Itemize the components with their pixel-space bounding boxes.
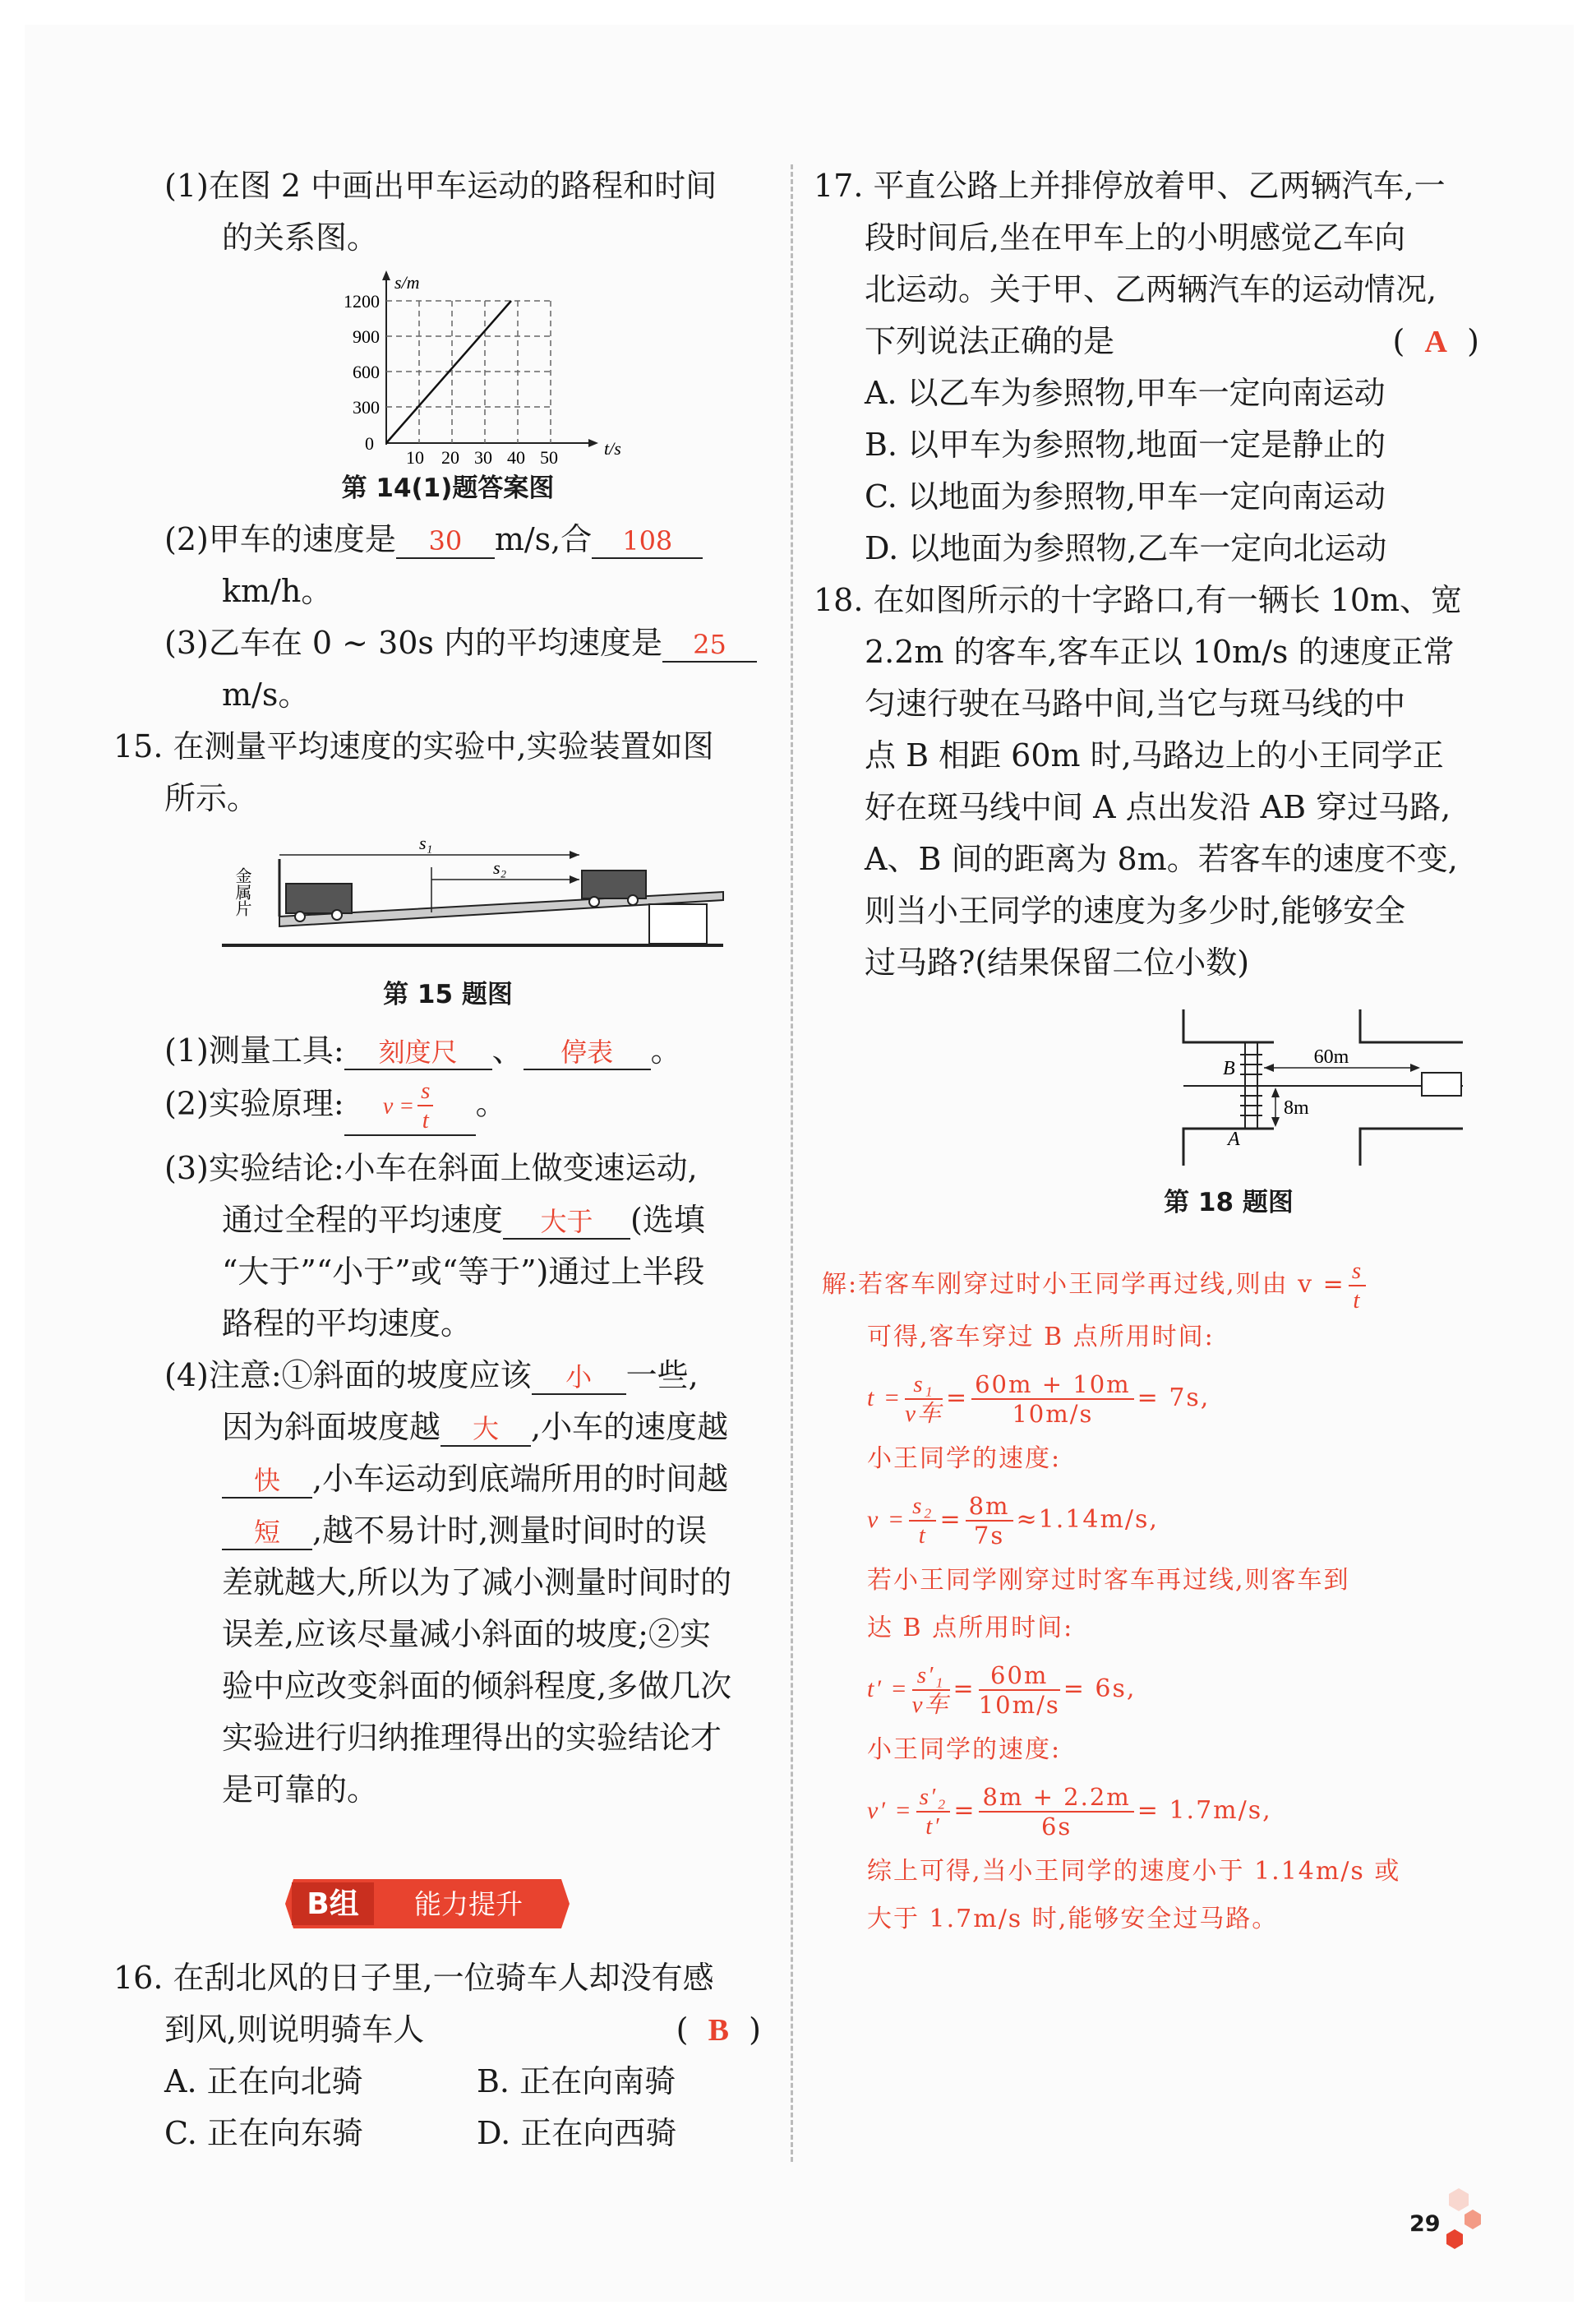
q15-2-prefix: (2)实验原理:	[164, 1085, 344, 1122]
y-axis-arrow	[382, 270, 390, 280]
q16-option-b: B. 正在向南骑	[477, 2063, 676, 2099]
e4-f2-den: 6s	[1040, 1813, 1072, 1840]
e2-f1-num: s₂	[909, 1492, 936, 1522]
xtick-20: 20	[441, 447, 459, 468]
q17-text-b: 段时间后,坐在甲车上的小明感觉乙车向	[865, 219, 1406, 256]
q18-text-e: 好在斑马线中间 A 点出发沿 AB 穿过马路,	[865, 789, 1451, 825]
q17-text: 17. 平直公路上并排停放着甲、乙两辆汽车,一	[814, 168, 1446, 204]
q15-4-a	[107, 1350, 773, 1402]
fig18-intersection	[814, 1005, 1479, 1170]
q17-option-b: B. 以甲车为参照物,地面一定是静止的	[865, 427, 1386, 463]
q14-2-answer-kmh: 108	[592, 524, 703, 559]
ytick-600: 600	[353, 362, 380, 382]
e2-f2-den: 7s	[973, 1522, 1005, 1549]
xtick-30: 30	[474, 447, 492, 468]
left-column	[107, 160, 773, 1816]
e4-eq: =	[953, 1796, 976, 1825]
sol-eq-1	[822, 1361, 1479, 1435]
cart-top	[582, 871, 646, 898]
s1-label: s₁	[419, 833, 433, 853]
q15-2-answer	[344, 1077, 476, 1136]
sol-line-1	[822, 1256, 1479, 1314]
sol-l1-num: s	[1349, 1257, 1366, 1286]
point-a: A	[1228, 1129, 1240, 1150]
e2-result: ≈1.14m/s,	[1016, 1505, 1159, 1534]
q16-options-row1	[113, 2056, 771, 2108]
e3-frac2	[979, 1661, 1060, 1719]
q18-text-b: 2.2m 的客车,客车正以 10m/s 的速度正常	[865, 634, 1455, 670]
s2-label: s₂	[493, 857, 507, 878]
q15-3-a: (3)实验结论:小车在斜面上做变速运动,	[164, 1150, 698, 1186]
e3-eq: =	[953, 1674, 976, 1703]
e1-f2-num: 60m + 10m	[971, 1370, 1134, 1400]
q17-answer-paren	[1393, 316, 1479, 368]
e1-frac1	[905, 1370, 943, 1428]
q15-4-a-prefix: (4)注意:①斜面的坡度应该	[164, 1357, 532, 1393]
q15-4-a-post: 一些,	[625, 1357, 699, 1393]
q17-paren-right: )	[1467, 323, 1479, 359]
q18-text-d: 点 B 相距 60m 时,马路边上的小王同学正	[865, 737, 1444, 774]
fig18-caption: 第 18 题图	[1164, 1188, 1294, 1217]
e2-eq: =	[939, 1505, 962, 1534]
e3-f2-num: 60m	[979, 1661, 1060, 1691]
xtick-50: 50	[540, 447, 558, 468]
sol-line-7: 综上可得,当小王同学的速度小于 1.14m/s 或	[867, 1857, 1401, 1886]
q15-1	[107, 1025, 773, 1077]
q14-2-answer-speed: 30	[396, 524, 495, 559]
e4-f1-num: s′₂	[916, 1783, 951, 1813]
point-b: B	[1223, 1058, 1235, 1079]
fig15-incline	[107, 834, 773, 958]
q15-3-c: “大于”“小于”或“等于”)通过上半段	[222, 1254, 705, 1290]
q15-4-c-post: ,小车运动到底端所用的时间越	[312, 1461, 729, 1497]
hexagon-icon	[1449, 2188, 1469, 2211]
e1-frac2	[971, 1370, 1134, 1428]
q15-4-answer-small: 小	[532, 1360, 626, 1395]
q18-text-h: 过马路?(结果保留二位小数)	[865, 944, 1250, 981]
metal-label: 金属片	[233, 867, 252, 917]
q16-paren-right: )	[749, 2011, 761, 2048]
q18-text-a: 18. 在如图所示的十字路口,有一辆长 10m、宽	[814, 582, 1463, 618]
hexagon-icon	[1465, 2210, 1481, 2229]
q15-4-answer-fast: 快	[222, 1464, 312, 1499]
q18-solution	[814, 1256, 1479, 1943]
e1-eq: =	[945, 1383, 969, 1412]
e1-f1-num: s₁	[905, 1370, 943, 1400]
q15-text: 15. 在测量平均速度的实验中,实验装置如图	[113, 728, 714, 764]
ytick-900: 900	[353, 326, 380, 347]
distance-8m: 8m	[1284, 1097, 1309, 1119]
q15-3-answer: 大于	[503, 1205, 630, 1240]
q15-1-answer-ruler: 刻度尺	[344, 1036, 492, 1070]
e1-lhs: t =	[867, 1384, 902, 1411]
sol-eq-2	[822, 1483, 1479, 1557]
q16-paren-left: (	[676, 2011, 689, 2048]
grid-lines	[386, 301, 551, 443]
e3-f1-den: v车	[911, 1692, 950, 1718]
q15-4-d	[107, 1505, 773, 1557]
q17-paren-left: (	[1392, 323, 1405, 359]
q14-1-text-cont: 的关系图。	[222, 219, 379, 256]
x-axis-arrow	[588, 439, 598, 447]
distance-60m: 60m	[1313, 1046, 1349, 1068]
fig14-graph-svg	[107, 264, 773, 468]
q17-text-c: 北运动。关于甲、乙两辆汽车的运动情况,	[865, 271, 1437, 307]
q14-2-mid: m/s,合	[494, 521, 593, 557]
sol-eq-3	[822, 1652, 1479, 1726]
page-number: 29	[1409, 2211, 1441, 2237]
q15-2-end: 。	[475, 1085, 507, 1122]
e3-result: = 6s,	[1063, 1674, 1137, 1703]
q15-4-d-post: ,越不易计时,测量时间时的误	[312, 1512, 708, 1549]
sol-l1-text: 解:若客车刚穿过时小王同学再过线,则由 v =	[822, 1270, 1345, 1299]
q16-answer-paren	[676, 2004, 761, 2057]
xtick-40: 40	[507, 447, 525, 468]
fig14-graph	[107, 264, 773, 468]
e3-frac1	[912, 1661, 950, 1719]
q17-option-d: D. 以地面为参照物,乙车一定向北运动	[865, 530, 1387, 566]
q16-text: 16. 在刮北风的日子里,一位骑车人却没有感	[113, 1960, 714, 1996]
q17-option-c: C. 以地面为参照物,甲车一定向南运动	[865, 478, 1386, 515]
e1-result: = 7s,	[1137, 1383, 1211, 1412]
q15-3-b-prefix: 通过全程的平均速度	[222, 1202, 504, 1238]
q14-3-prefix: (3)乙车在 0 ~ 30s 内的平均速度是	[164, 625, 663, 661]
e4-f1-den: t′	[925, 1813, 941, 1840]
xtick-10: 10	[406, 447, 424, 468]
q16-block	[113, 1952, 771, 2159]
graph-xlabel: t/s	[604, 438, 621, 459]
q15-4-b-post: ,小车的速度越	[531, 1409, 729, 1445]
principle-den: t	[422, 1107, 429, 1134]
fig15-svg	[107, 834, 773, 958]
q14-1-text: (1)在图 2 中画出甲车运动的路程和时间	[164, 168, 717, 204]
sol-eq-4	[822, 1774, 1479, 1848]
q16-answer: B	[708, 2013, 729, 2048]
e4-frac2	[979, 1783, 1133, 1840]
column-divider	[791, 164, 793, 2162]
sol-line-4: 若小王同学刚穿过时客车再过线,则客车到	[867, 1566, 1350, 1595]
q15-2	[107, 1077, 773, 1143]
graph-ylabel: s/m	[394, 272, 420, 293]
e4-lhs: v′ =	[867, 1797, 913, 1824]
q15-4-h: 实验进行归纳推理得出的实验结论才	[222, 1720, 722, 1756]
q18-text-c: 匀速行驶在马路中间,当它与斑马线的中	[865, 686, 1406, 722]
q14-3	[107, 617, 773, 669]
q17-answer: A	[1424, 325, 1447, 359]
e4-frac1	[916, 1783, 951, 1840]
q15-1-end: 。	[650, 1032, 682, 1069]
q14-2-prefix: (2)甲车的速度是	[164, 521, 396, 557]
q16-text-cont	[113, 2004, 771, 2056]
e4-f2-num: 8m + 2.2m	[979, 1783, 1133, 1813]
sol-line-3: 小王同学的速度:	[867, 1444, 1062, 1473]
q15-3-b-post: (选填	[630, 1202, 705, 1238]
q15-3-d: 路程的平均速度。	[222, 1305, 473, 1342]
q17-text-d	[814, 316, 1479, 367]
principle-frac	[417, 1077, 433, 1134]
e2-f1-den: t	[918, 1522, 927, 1549]
principle-lhs: v =	[382, 1093, 415, 1120]
q16-stem-end: 到风,则说明骑车人	[164, 2011, 425, 2048]
q15-text-cont: 所示。	[164, 780, 259, 816]
q17-option-a: A. 以乙车为参照物,甲车一定向南运动	[865, 375, 1386, 411]
e2-frac1	[909, 1492, 936, 1549]
e2-lhs: v =	[867, 1506, 906, 1533]
e3-f2-den: 10m/s	[978, 1691, 1060, 1719]
e3-lhs: t′ =	[867, 1675, 909, 1702]
banner-svg	[284, 1876, 571, 1932]
q15-4-b-prefix: 因为斜面坡度越	[222, 1409, 441, 1445]
q15-4-e: 差就越大,所以为了减小测量时间时的	[222, 1564, 732, 1600]
ytick-1200: 1200	[344, 291, 380, 312]
q15-4-c	[107, 1453, 773, 1505]
q15-4-answer-short: 短	[222, 1516, 312, 1550]
principle-num: s	[417, 1077, 433, 1106]
e2-frac2	[966, 1492, 1013, 1549]
e1-f1-den: v车	[905, 1401, 943, 1427]
sol-line-2: 可得,客车穿过 B 点所用时间:	[867, 1323, 1215, 1351]
e3-f1-num: s′₁	[912, 1661, 950, 1691]
fig18-svg	[814, 1005, 1479, 1170]
q15-4-g: 验中应改变斜面的倾斜程度,多做几次	[222, 1668, 732, 1704]
q14-2	[107, 514, 773, 566]
q16-option-a: A. 正在向北骑	[164, 2063, 363, 2099]
cart-bottom	[286, 884, 352, 913]
q15-1-answer-stopwatch: 停表	[524, 1036, 651, 1070]
sol-line-8: 大于 1.7m/s 时,能够安全过马路。	[867, 1905, 1279, 1933]
e4-result: = 1.7m/s,	[1137, 1796, 1272, 1825]
q15-3-b	[107, 1194, 773, 1246]
q16-option-c: C. 正在向东骑	[164, 2115, 363, 2151]
sol-line-6: 小王同学的速度:	[867, 1735, 1062, 1764]
incline-support	[649, 904, 707, 944]
sol-l1-den: t	[1353, 1287, 1362, 1314]
bus	[1422, 1073, 1461, 1096]
graph-origin: 0	[365, 433, 374, 454]
right-column	[814, 160, 1479, 1943]
q14-2-unit: km/h。	[222, 573, 333, 609]
q18-text-f: A、B 间的距离为 8m。若客车的速度不变,	[865, 841, 1458, 877]
sol-l1-frac	[1349, 1257, 1366, 1314]
q15-4-b	[107, 1402, 773, 1453]
q17-stem-end: 下列说法正确的是	[865, 323, 1115, 359]
fig14-caption: 第 14(1)题答案图	[341, 473, 555, 503]
e1-f2-den: 10m/s	[1012, 1400, 1094, 1428]
q14-3-answer: 25	[662, 628, 757, 663]
q15-1-sep: 、	[491, 1032, 524, 1069]
q16-option-d: D. 正在向西骑	[477, 2115, 677, 2151]
e2-f2-num: 8m	[966, 1492, 1013, 1522]
q15-4-answer-large: 大	[441, 1412, 531, 1447]
fig15-caption: 第 15 题图	[383, 980, 513, 1009]
section-banner	[284, 1876, 571, 1932]
q18-text-g: 则当小王同学的速度为多少时,能够安全	[865, 893, 1406, 929]
q16-options-row2	[113, 2108, 771, 2159]
q15-1-prefix: (1)测量工具:	[164, 1032, 344, 1069]
sol-line-5: 达 B 点所用时间:	[867, 1614, 1074, 1642]
banner-title: 能力提升	[414, 1888, 523, 1920]
q15-4-i: 是可靠的。	[222, 1771, 379, 1808]
q15-4-f: 误差,应该尽量减小斜面的坡度;②实	[222, 1616, 711, 1652]
distance-time-line	[386, 301, 511, 443]
hexagon-icon	[1446, 2229, 1463, 2249]
banner-group: B组	[307, 1887, 359, 1921]
q14-3-unit: m/s。	[222, 677, 310, 713]
ytick-300: 300	[353, 397, 380, 418]
